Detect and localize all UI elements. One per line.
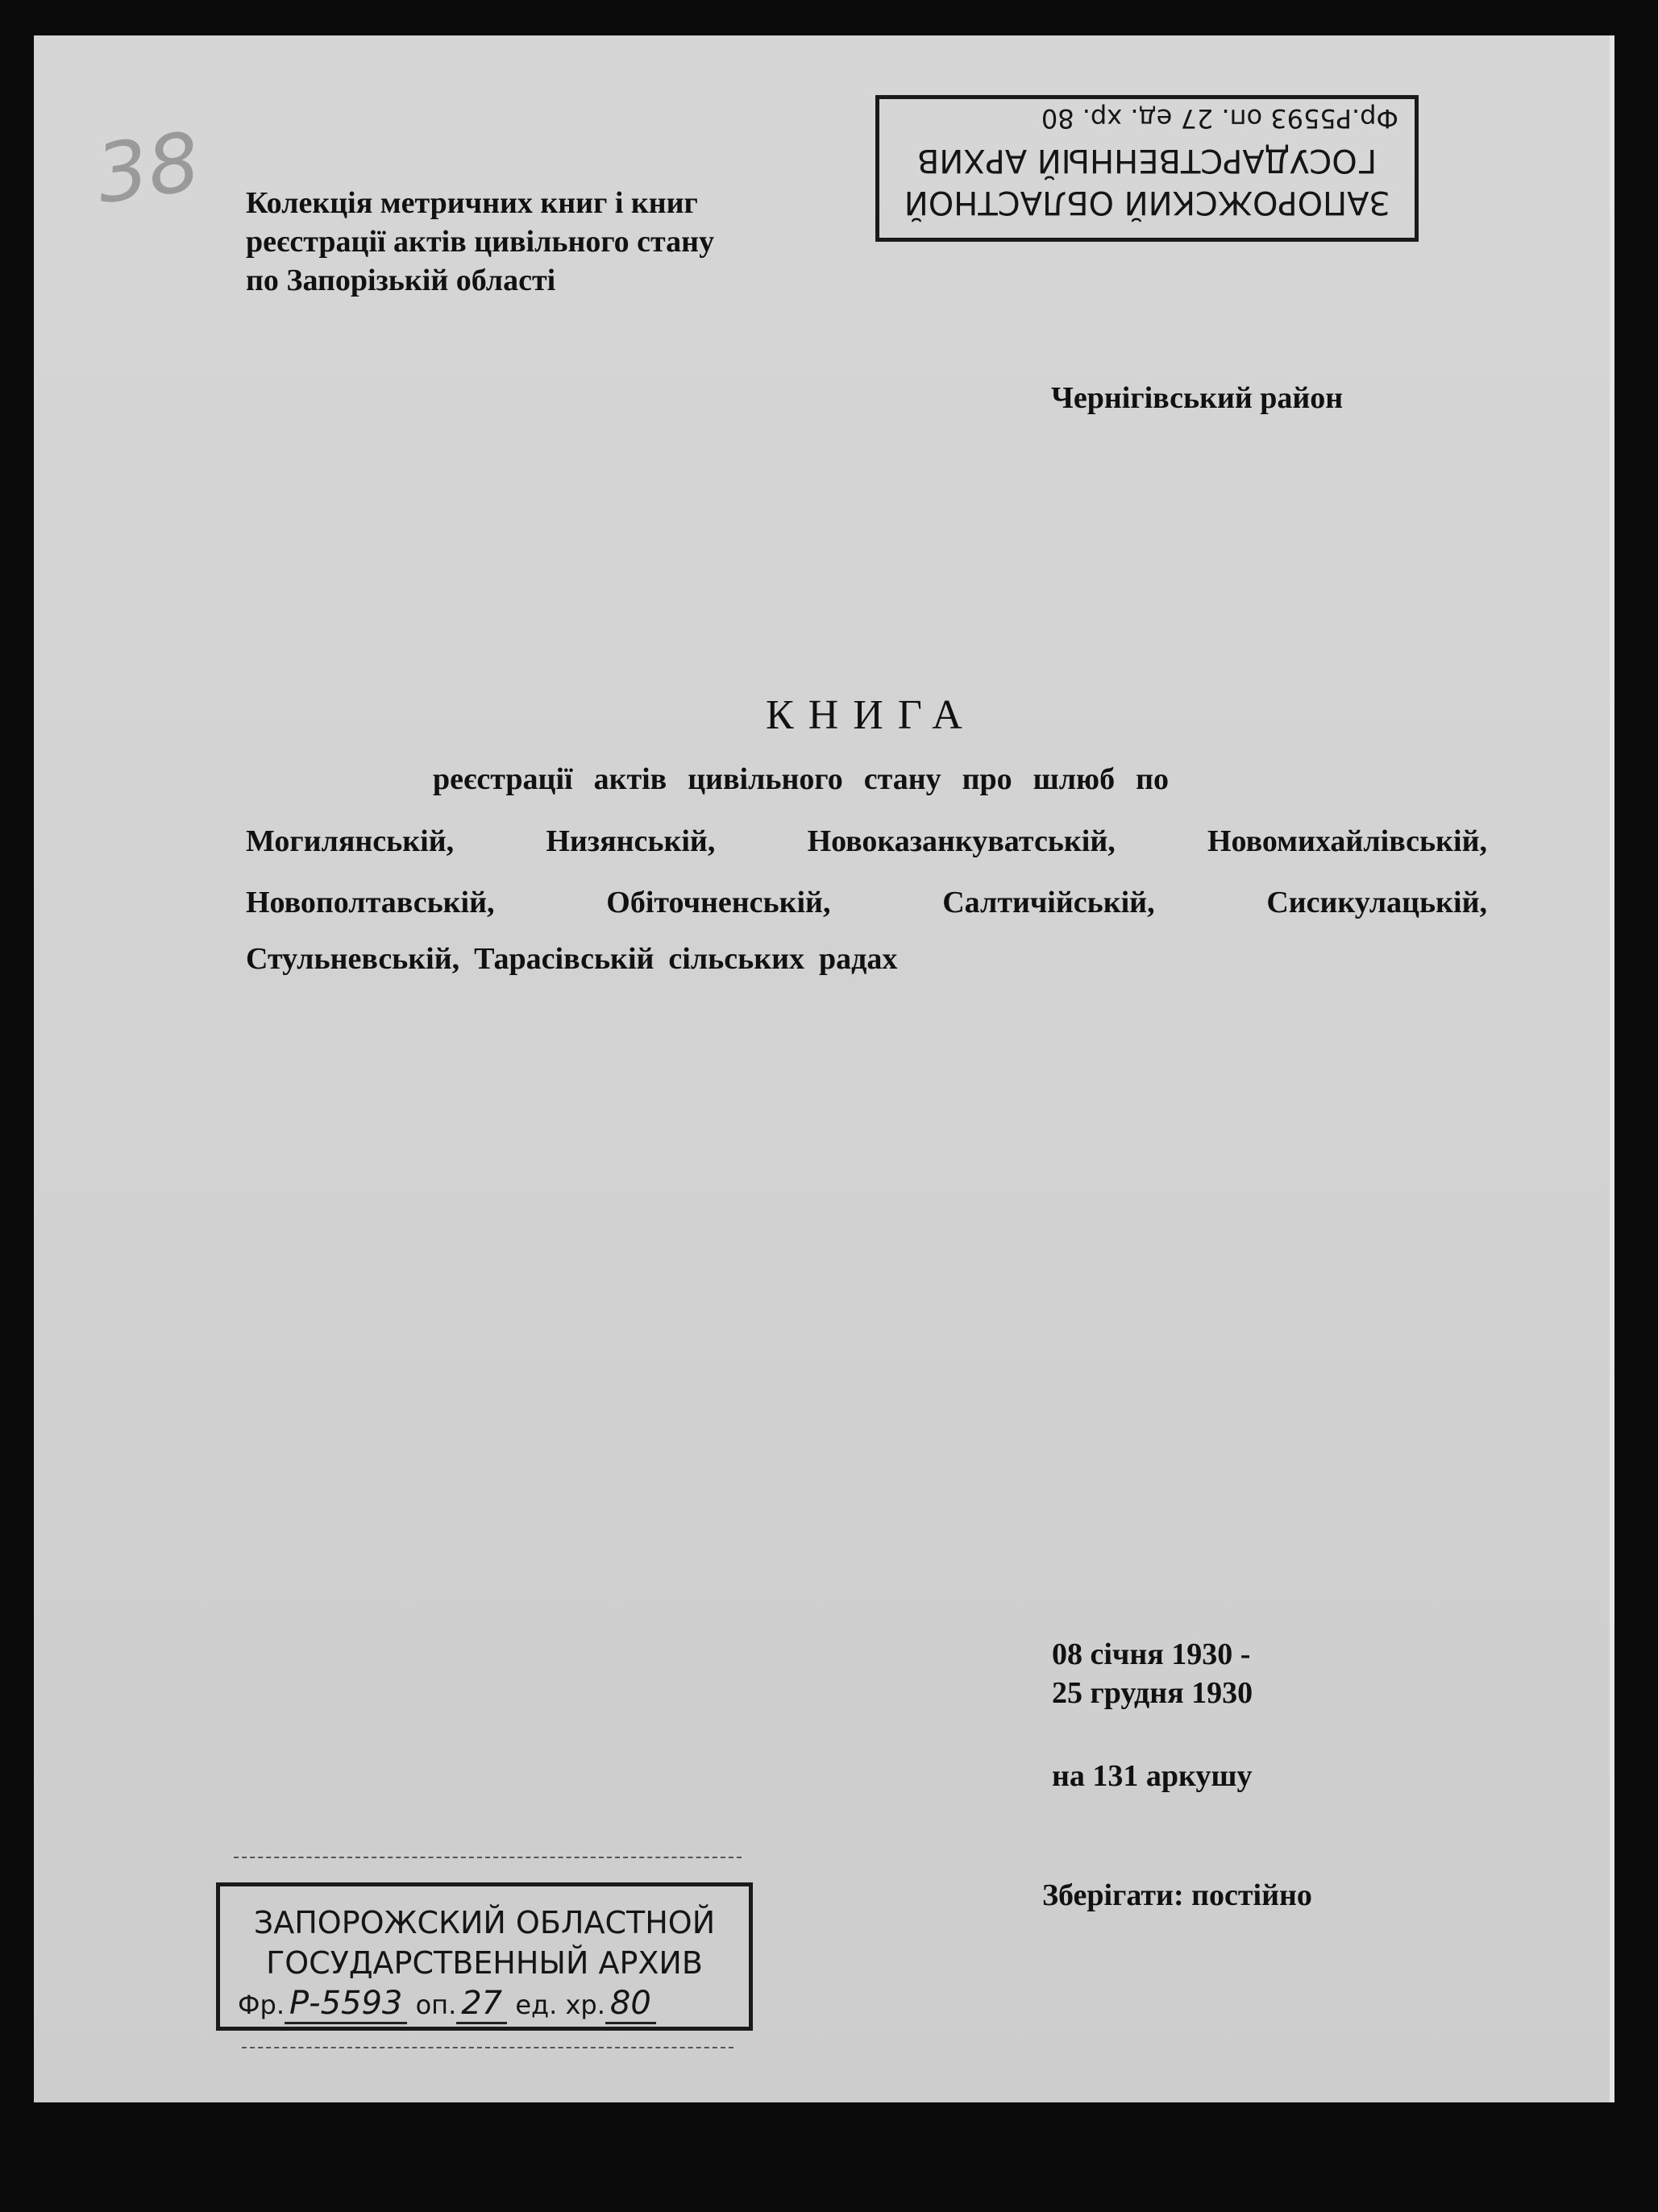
date-end: 25 грудня 1930 [1052,1676,1253,1710]
collection-line-1: Колекція метричних книг і книг [246,186,698,220]
opis-number: 27 [456,1985,507,2024]
archive-stamp-top-inverted [875,95,1419,242]
stamp-line-2: ГОСУДАРСТВЕННЫЙ АРХИВ [266,1945,703,1981]
page-edge [1610,35,1614,2102]
sheet-count: на 131 аркушу [1052,1759,1253,1793]
divider [242,2047,733,2048]
collection-line-3: по Запорізькій області [246,264,556,297]
opis-label: оп. [415,1990,457,2020]
council-name: Новомихайлівській, [1207,824,1487,858]
council-name: Тарасівській [474,942,654,976]
fond-number: Р-5593 [285,1985,407,2024]
word: цивільного [688,762,843,796]
unit-number: 80 [605,1985,656,2024]
council-name: Новоказанкуватській, [807,824,1116,858]
book-description-line-1 [246,762,1487,797]
word: про [962,762,1012,796]
council-name: Новополтавській, [246,886,495,919]
word: стану [863,762,941,796]
council-name: Обіточненській, [606,886,831,919]
book-description-line-2 [246,824,1487,859]
collection-line-2: реєстрації актів цивільного стану [246,225,715,259]
stamp-top-line2: ГОСУДАРСТВЕННЫЙ АРХИВ [916,142,1378,179]
word: шлюб [1033,762,1116,796]
book-description-line-4 [246,941,1487,977]
word: актів [593,762,667,796]
unit-label: ед. хр. [515,1990,605,2020]
archive-stamp [216,1882,753,2031]
council-name: Могилянській, [246,824,455,858]
date-start: 08 січня 1930 - [1052,1637,1251,1671]
handwritten-sheet-number: 38 [90,114,206,222]
book-description-line-3 [246,885,1487,920]
word: радах [818,942,898,976]
district-name: Чернігівський район [1051,381,1344,415]
document-page [34,35,1610,2102]
date-range [1052,1635,1253,1712]
stamp-line-3 [220,1983,749,2025]
divider [234,1857,742,1858]
collection-heading [246,184,714,300]
council-name: Сисикулацькій, [1266,886,1487,919]
stamp-line-1: ЗАПОРОЖСКИЙ ОБЛАСТНОЙ [253,1905,716,1940]
storage-term: Зберігати: постійно [1042,1878,1312,1912]
word: реєстрації [433,762,573,796]
council-name: Низянській, [546,824,716,858]
stamp-top-line3: Фр.Р5593 оп. 27 ед. хр. 80 [1041,103,1398,134]
stamp-top-line1: ЗАПОРОЖСКИЙ ОБЛАСТНОЙ [904,184,1390,221]
word: по [1136,762,1169,796]
fond-label: Фр. [238,1990,285,2020]
council-name: Салтичійській, [942,886,1155,919]
word: сільських [668,942,804,976]
council-name: Стульневській, [246,942,460,976]
book-title: КНИГА [766,692,977,738]
